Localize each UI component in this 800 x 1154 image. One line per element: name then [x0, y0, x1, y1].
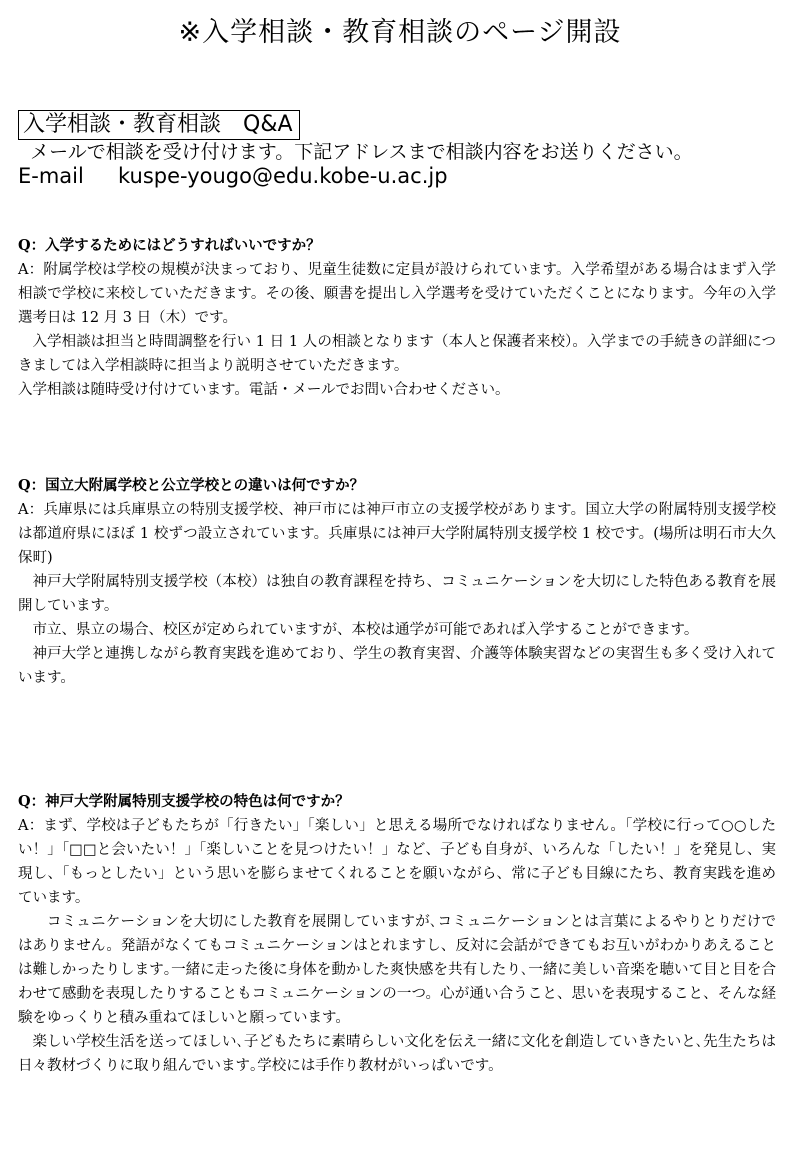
answer-paragraph: 楽しい学校生活を送ってほしい､子どもたちに素晴らしい文化を伝え一緒に文化を創造していきたいと､先生たちは日々教材づくりに取り組んでいます｡学校には手作り教材がいっぱいです。	[18, 1034, 776, 1074]
answer-paragraph: 市立、県立の場合、校区が定められていますが、本校は通学が可能であれば入学することができます。	[32, 622, 699, 638]
qa-section-difference	[18, 474, 776, 690]
answer-paragraph: 神戸大学附属特別支援学校（本校）は独自の教育課程を持ち、コミュニケーションを大切にした特色ある教育を展開しています。	[18, 574, 776, 614]
email-label: E-mail	[18, 164, 84, 188]
question-difference: Q：国立大附属学校と公立学校との違いは何ですか？	[18, 477, 365, 494]
answer-paragraph: A：まず、学校は子どもたちが「行きたい」「楽しい」と思える場所でなければなりません。「学校に行って○○したい！」「□□と会いたい！」「楽しいことを見つけたい！」など、子ども自身が、いろんな「したい！」を発見し、実現し、「もっとしたい」という思いを膨らませてくれることを願いながら、常に子ども目線にたち、教育実践を進めています。	[18, 818, 776, 906]
answer-paragraph: A：附属学校は学校の規模が決まっており、児童生徒数に定員が設けられています。入学希望がある場合はまず入学相談で学校に来校していただきます。その後、願書を提出し入学選考を受けていただくことになります。今年の入学選考日は 12 月 3 日（木）です。	[18, 262, 776, 326]
answer-paragraph: コミュニケーションを大切にした教育を展開していますが､コミュニケーションとは言葉によるやりとりだけではありません。発語がなくてもコミュニケーションはとれますし、反対に会話ができてもお互いがわかりあえることは難しかったりします｡一緒に走った後に身体を動かした爽快感を共有したり､一緒に美しい音楽を聴いて目と目を合わせて感動を表現したりすることもコミュニケーションの一つ。心が通い合うこと、思いを表現すること、そんな経験をゆっくりと積み重ねてほしいと願っています。	[18, 914, 776, 1026]
qa-section-features	[18, 790, 776, 1078]
answer-paragraph: 入学相談は担当と時間調整を行い 1 日 1 人の相談となります（本人と保護者来校）。入学までの手続きの詳細につきましては入学相談時に担当より説明させていただきます。	[18, 334, 776, 374]
intro-text	[18, 139, 788, 165]
answer-paragraph: A：兵庫県には兵庫県立の特別支援学校、神戸市には神戸市立の支援学校があります。国立大学の附属特別支援学校は都道府県にほぼ 1 校ずつ設立されています。兵庫県には神戸大学附属特別支援学校 1 校です。(場所は明石市大久保町)	[18, 502, 776, 566]
qa-section-admission	[18, 234, 776, 402]
page-title: ※入学相談・教育相談のページ開設	[178, 17, 622, 48]
intro-sentence: メールで相談を受け付けます。下記アドレスまで相談内容をお送りください。	[30, 141, 693, 163]
answer-paragraph: 入学相談は随時受け付けています。電話・メールでお問い合わせください。	[18, 382, 510, 398]
question-admission: Q：入学するためにはどうすればいいですか？	[18, 237, 321, 254]
email-row	[18, 163, 448, 189]
question-features: Q：神戸大学附属特別支援学校の特色は何ですか？	[18, 793, 350, 810]
qa-heading-box: 入学相談・教育相談 Q&A	[18, 110, 300, 140]
email-address: kuspe-yougo@edu.kobe-u.ac.jp	[118, 164, 448, 188]
answer-paragraph: 神戸大学と連携しながら教育実践を進めており、学生の教育実習、介護等体験実習などの実習生も多く受け入れています。	[18, 646, 776, 686]
